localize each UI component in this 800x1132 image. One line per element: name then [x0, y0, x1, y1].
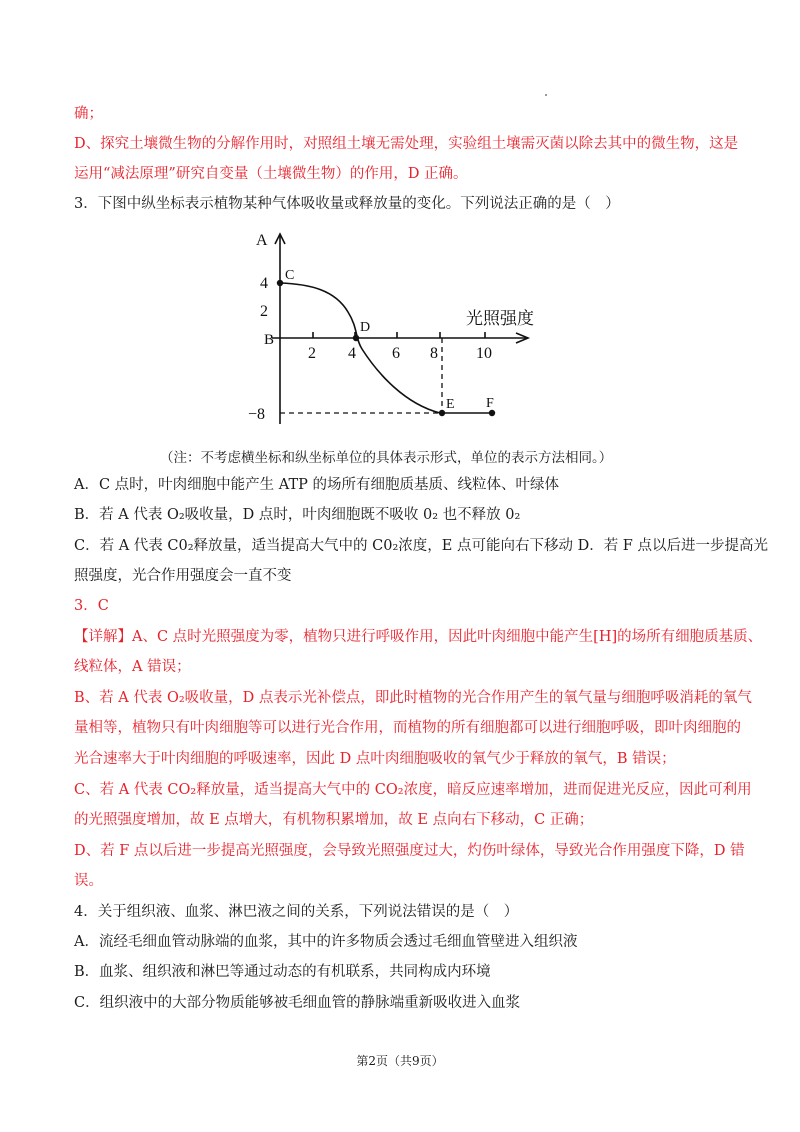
y-axis-label: A	[256, 232, 268, 249]
x-tick-label: 8	[430, 345, 438, 362]
text-line: 确；	[74, 106, 103, 122]
option-a: A．C 点时，叶肉细胞中能产生 ATP 的场所有细胞质基质、线粒体、叶绿体	[74, 477, 559, 493]
y-tick-label: 4	[260, 275, 268, 292]
page-footer: 第2页（共9页）	[356, 1054, 444, 1068]
y-tick-label: −8	[248, 406, 266, 423]
explanation-line: B、若 A 代表 O₂吸收量，D 点表示光补偿点，即此时植物的光合作用产生的氧气量与细胞呼吸消耗的氧气	[74, 690, 752, 706]
option-a: A．流经毛细血管动脉端的血浆，其中的许多物质会透过毛细血管壁进入组织液	[74, 934, 578, 950]
x-tick-label: 4	[348, 345, 356, 362]
graph-caption: （注：不考虑横坐标和纵坐标单位的具体表示形式，单位的表示方法相同。）	[160, 450, 613, 466]
option-b: B．若 A 代表 O₂吸收量，D 点时，叶肉细胞既不吸收 0₂ 也不释放 0₂	[74, 507, 521, 523]
option-b: B．血浆、组织液和淋巴等通过动态的有机联系，共同构成内环境	[74, 964, 491, 980]
explanation-line: 线粒体，A 错误；	[74, 659, 191, 675]
explanation-line: 误。	[74, 873, 103, 889]
option-d-cont: 照强度，光合作用强度会一直不变	[74, 568, 292, 584]
text-line: 运用“减法原理”研究自变量（土壤微生物）的作用，D 正确。	[74, 166, 468, 182]
x-tick-label: 2	[308, 345, 316, 362]
x-tick-label: 10	[476, 345, 492, 362]
explanation-line: 量相等，植物只有叶肉细胞等可以进行光合作用，而植物的所有细胞都可以进行细胞呼吸，即叶肉细胞的	[74, 720, 741, 736]
speck	[545, 94, 547, 96]
y-tick-label: 2	[260, 303, 268, 320]
point-label-f: F	[486, 396, 494, 411]
point-d	[353, 335, 359, 341]
explanation-line: 【详解】A、C 点时光照强度为零，植物只进行呼吸作用，因此叶肉细胞中能产生[H]的场所有细胞质基质、	[74, 629, 763, 645]
explanation-line: C、若 A 代表 CO₂释放量，适当提高大气中的 CO₂浓度，暗反应速率增加，进而促进光反应，因此可利用	[74, 782, 752, 798]
explanation-line: 光合速率大于叶肉细胞的呼吸速率，因此 D 点叶肉细胞吸收的氧气少于释放的氧气，B 错误；	[74, 751, 676, 767]
point-e	[439, 410, 445, 416]
point-label-d: D	[360, 320, 371, 335]
text-line: D、探究土壤微生物的分解作用时，对照组土壤无需处理，实验组土壤需灭菌以除去其中的微生物，这是	[74, 136, 739, 152]
explanation-line: D、若 F 点以后进一步提高光照强度，会导致光照强度过大，灼伤叶绿体，导致光合作用强度下降，D 错	[74, 843, 745, 859]
explanation-line: 的光照强度增加，故 E 点增大，有机物积累增加，故 E 点向右下移动，C 正确；	[74, 812, 594, 828]
point-label-e: E	[446, 397, 455, 412]
x-tick-label: 6	[392, 345, 400, 362]
question-4-stem: 4．关于组织液、血浆、淋巴液之间的关系，下列说法错误的是（ ）	[74, 904, 519, 920]
point-label-c: C	[285, 268, 295, 283]
light-intensity-graph	[240, 224, 560, 436]
option-c: C．组织液中的大部分物质能够被毛细血管的静脉端重新吸收进入血浆	[74, 995, 521, 1011]
y-tick-label: B	[264, 332, 275, 348]
x-axis-label: 光照强度	[466, 309, 534, 328]
answer: 3．C	[74, 598, 109, 614]
question-3-stem: 3．下图中纵坐标表示植物某种气体吸收量或释放量的变化。下列说法正确的是（ ）	[74, 196, 620, 212]
option-c-d: C．若 A 代表 C0₂释放量，适当提高大气中的 C0₂浓度，E 点可能向右下移动 D．若 F 点以后进一步提高光	[74, 538, 768, 554]
point-c	[277, 280, 283, 286]
